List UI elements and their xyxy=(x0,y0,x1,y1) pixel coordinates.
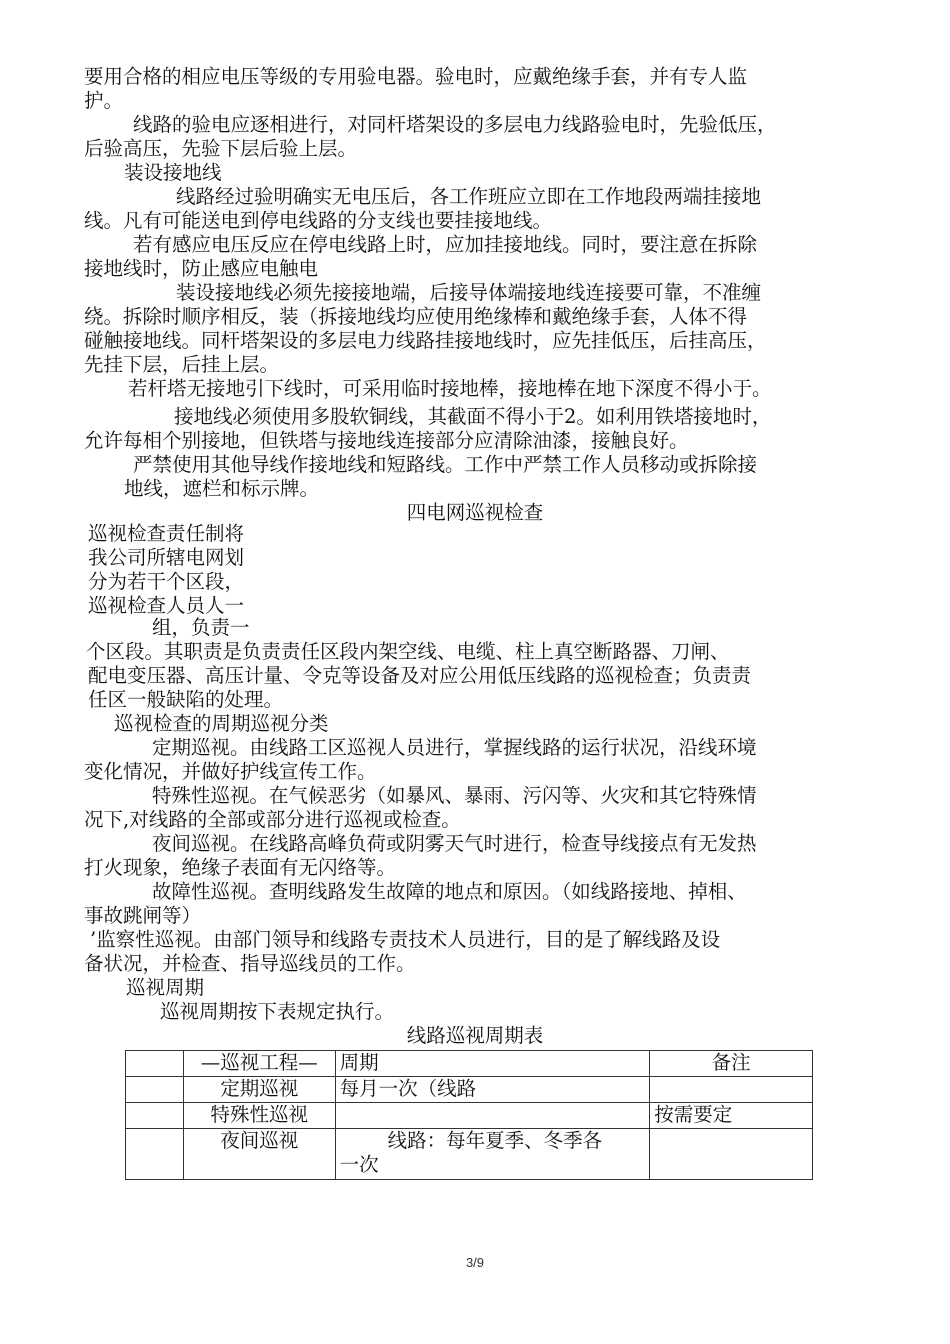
paragraph-line: 事故跳闸等） xyxy=(84,904,202,927)
paragraph-line: 巡视检查人员人一 xyxy=(88,594,245,617)
paragraph-line: 任区一般缺陷的处理。 xyxy=(88,688,284,711)
paragraph-line: 巡视周期按下表规定执行。 xyxy=(160,1000,395,1023)
paragraph-line: 若杆塔无接地引下线时，可采用临时接地棒，接地棒在地下深度不得小于。 xyxy=(128,377,772,400)
table-row xyxy=(126,1077,813,1103)
paragraph-line: 故障性巡视。查明线路发生故障的地点和原因。（如线路接地、掉相、 xyxy=(152,880,747,903)
table-cell xyxy=(335,1103,650,1129)
table-cell xyxy=(126,1103,184,1129)
paragraph-line: 严禁使用其他导线作接地线和短路线。工作中严禁工作人员移动或拆除接 xyxy=(133,453,758,476)
section-heading: 巡视检查的周期巡视分类 xyxy=(114,712,329,735)
table-cell: 按需要定 xyxy=(650,1103,813,1129)
paragraph-line: 线。凡有可能送电到停电线路的分支线也要挂接地线。 xyxy=(84,209,553,232)
paragraph-line: 况下,对线路的全部或部分进行巡视或检查。 xyxy=(84,808,461,831)
table-cell: 每月一次（线路 xyxy=(335,1077,650,1103)
paragraph-line: 个区段。其职责是负责责任区段内架空线、电缆、柱上真空断路器、刀闸、 xyxy=(86,640,730,663)
table-header-cell: 周期 xyxy=(335,1051,650,1077)
paragraph-line: ’监察性巡视。由部门领导和线路专责技术人员进行，目的是了解线路及设 xyxy=(90,928,721,951)
paragraph-line: 我公司所辖电网划 xyxy=(88,546,245,569)
paragraph-line: 夜间巡视。在线路高峰负荷或阴雾天气时进行，检查导线接点有无发热 xyxy=(152,832,757,855)
paragraph-line: 组，负责一 xyxy=(152,616,250,639)
section-heading: 巡视周期 xyxy=(126,976,205,999)
paragraph-line: 配电变压器、高压计量、令克等设备及对应公用低压线路的巡视检查；负责责 xyxy=(88,664,752,687)
paragraph-line: 先挂下层，后挂上层。 xyxy=(84,353,280,376)
paragraph-line: 变化情况，并做好护线宣传工作。 xyxy=(84,760,377,783)
table-cell xyxy=(126,1129,184,1180)
table-caption: 线路巡视周期表 xyxy=(406,1024,544,1047)
table-cell: 定期巡视 xyxy=(183,1077,335,1103)
paragraph-line: 碰触接地线。同杆塔架设的多层电力线路挂接地线时，应先挂低压，后挂高压， xyxy=(84,329,767,352)
paragraph-line: 护。 xyxy=(84,89,124,112)
section-title: 四电网巡视检查 xyxy=(406,501,544,524)
table-cell xyxy=(650,1077,813,1103)
paragraph-line: 分为若干个区段， xyxy=(88,570,245,593)
table-row xyxy=(126,1051,813,1077)
paragraph-line: 巡视检查责任制将 xyxy=(88,522,245,545)
table-cell: 夜间巡视 xyxy=(183,1129,335,1180)
inspection-cycle-table xyxy=(125,1050,813,1180)
paragraph-line: 备状况，并检查、指导巡线员的工作。 xyxy=(84,952,416,975)
table-cell xyxy=(126,1051,184,1077)
paragraph-line: 线路的验电应逐相进行，对同杆塔架设的多层电力线路验电时，先验低压， xyxy=(133,113,777,136)
paragraph-line: 允许每相个别接地，但铁塔与接地线连接部分应清除油漆，接触良好。 xyxy=(84,429,689,452)
paragraph-line: 装设接地线必须先接接地端，后接导体端接地线连接要可靠，不准缠 xyxy=(176,281,762,304)
paragraph-line: 绕。拆除时顺序相反，装（拆接地线均应使用绝缘棒和戴绝缘手套，人体不得 xyxy=(84,305,748,328)
paragraph-line: 定期巡视。由线路工区巡视人员进行，掌握线路的运行状况，沿线环境 xyxy=(152,736,757,759)
table-header-cell: —巡视工程— xyxy=(183,1051,335,1077)
table-row xyxy=(126,1129,813,1180)
table-cell xyxy=(126,1077,184,1103)
cell-text: 一次 xyxy=(339,1153,379,1176)
paragraph-line: 后验高压，先验下层后验上层。 xyxy=(84,137,358,160)
table-row xyxy=(126,1103,813,1129)
paragraph-line: 特殊性巡视。在气候恶劣（如暴风、暴雨、污闪等、火灾和其它特殊情 xyxy=(152,784,757,807)
paragraph-line: 线路经过验明确实无电压后，各工作班应立即在工作地段两端挂接地 xyxy=(176,185,762,208)
section-heading: 装设接地线 xyxy=(124,161,222,184)
paragraph-line: 若有感应电压反应在停电线路上时，应加挂接地线。同时，要注意在拆除 xyxy=(133,233,758,256)
table-cell: 特殊性巡视 xyxy=(183,1103,335,1129)
table-cell xyxy=(650,1129,813,1180)
paragraph-line: 打火现象，绝缘子表面有无闪络等。 xyxy=(84,856,397,879)
table-header-cell: 备注 xyxy=(650,1051,813,1077)
paragraph-line: 要用合格的相应电压等级的专用验电器。验电时，应戴绝缘手套，并有专人监 xyxy=(84,65,748,88)
page-number: 3/9 xyxy=(465,1255,485,1270)
paragraph-line: 地线，遮栏和标示牌。 xyxy=(124,477,320,500)
cell-text: 线路：每年夏季、冬季各 xyxy=(387,1129,603,1152)
paragraph-line: 接地线必须使用多股软铜线，其截面不得小于2。如利用铁塔接地时， xyxy=(174,405,772,428)
table-cell xyxy=(335,1129,650,1180)
paragraph-line: 接地线时，防止感应电触电 xyxy=(84,257,319,280)
